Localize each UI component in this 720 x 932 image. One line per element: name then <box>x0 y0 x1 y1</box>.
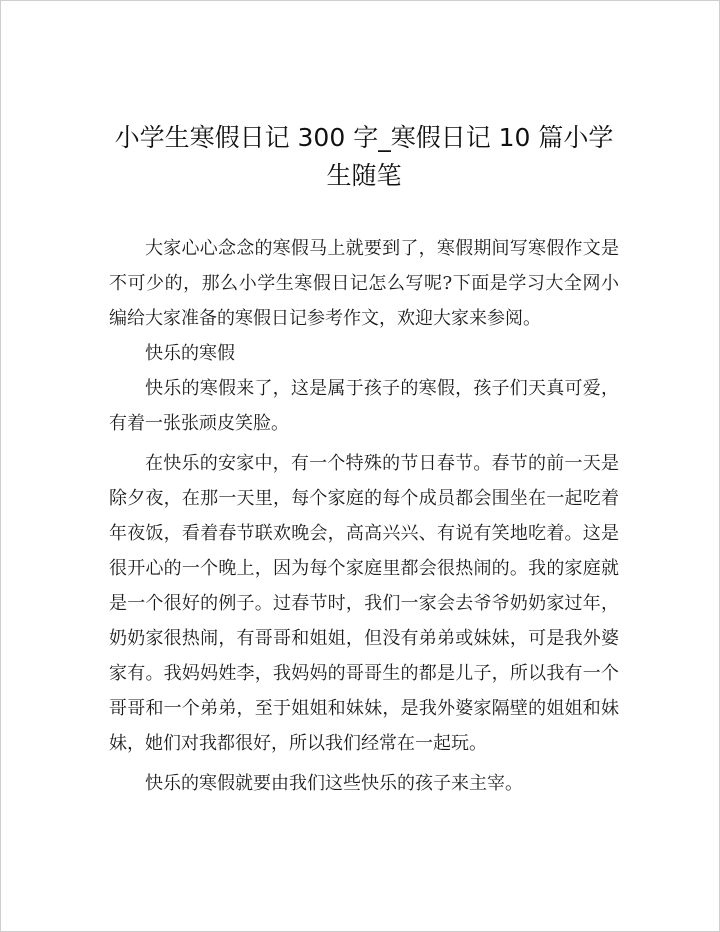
intro-paragraph: 大家心心念念的寒假马上就要到了，寒假期间写寒假作文是不可少的，那么小学生寒假日记怎么写呢?下面是学习大全网小编给大家准备的寒假日记参考作文，欢迎大家来参阅。 <box>109 238 619 329</box>
section-heading: 快乐的寒假 <box>145 343 235 364</box>
paragraph: 快乐的寒假来了，这是属于孩子的寒假，孩子们天真可爱，有着一张张顽皮笑脸。 <box>109 378 619 434</box>
paragraph: 在快乐的安家中，有一个特殊的节日春节。春节的前一天是除夕夜，在那一天里，每个家庭的每个成员都会围坐在一起吃着年夜饭，看着春节联欢晚会，高高兴兴、有说有笑地吃着。这是很开心的一个晚上，因为每个家庭里都会很热闹的。我的家庭就是一个很好的例子。过春节时，我们一家会去爷爷奶奶家过年，奶奶家很热闹，有哥哥和姐姐，但没有弟弟或妹妹，可是我外婆家有。我妈妈姓李，我妈妈的哥哥生的都是儿子，所以我有一个哥哥和一个弟弟，至于姐姐和妹妹，是我外婆家隔壁的姐姐和妹妹，她们对我都很好，所以我们经常在一起玩。 <box>109 453 619 754</box>
closing-paragraph: 快乐的寒假就要由我们这些快乐的孩子来主宰。 <box>145 773 523 794</box>
document-title: 小学生寒假日记 300 字_寒假日记 10 篇小学生随笔 <box>114 123 614 190</box>
document-body <box>109 231 619 801</box>
